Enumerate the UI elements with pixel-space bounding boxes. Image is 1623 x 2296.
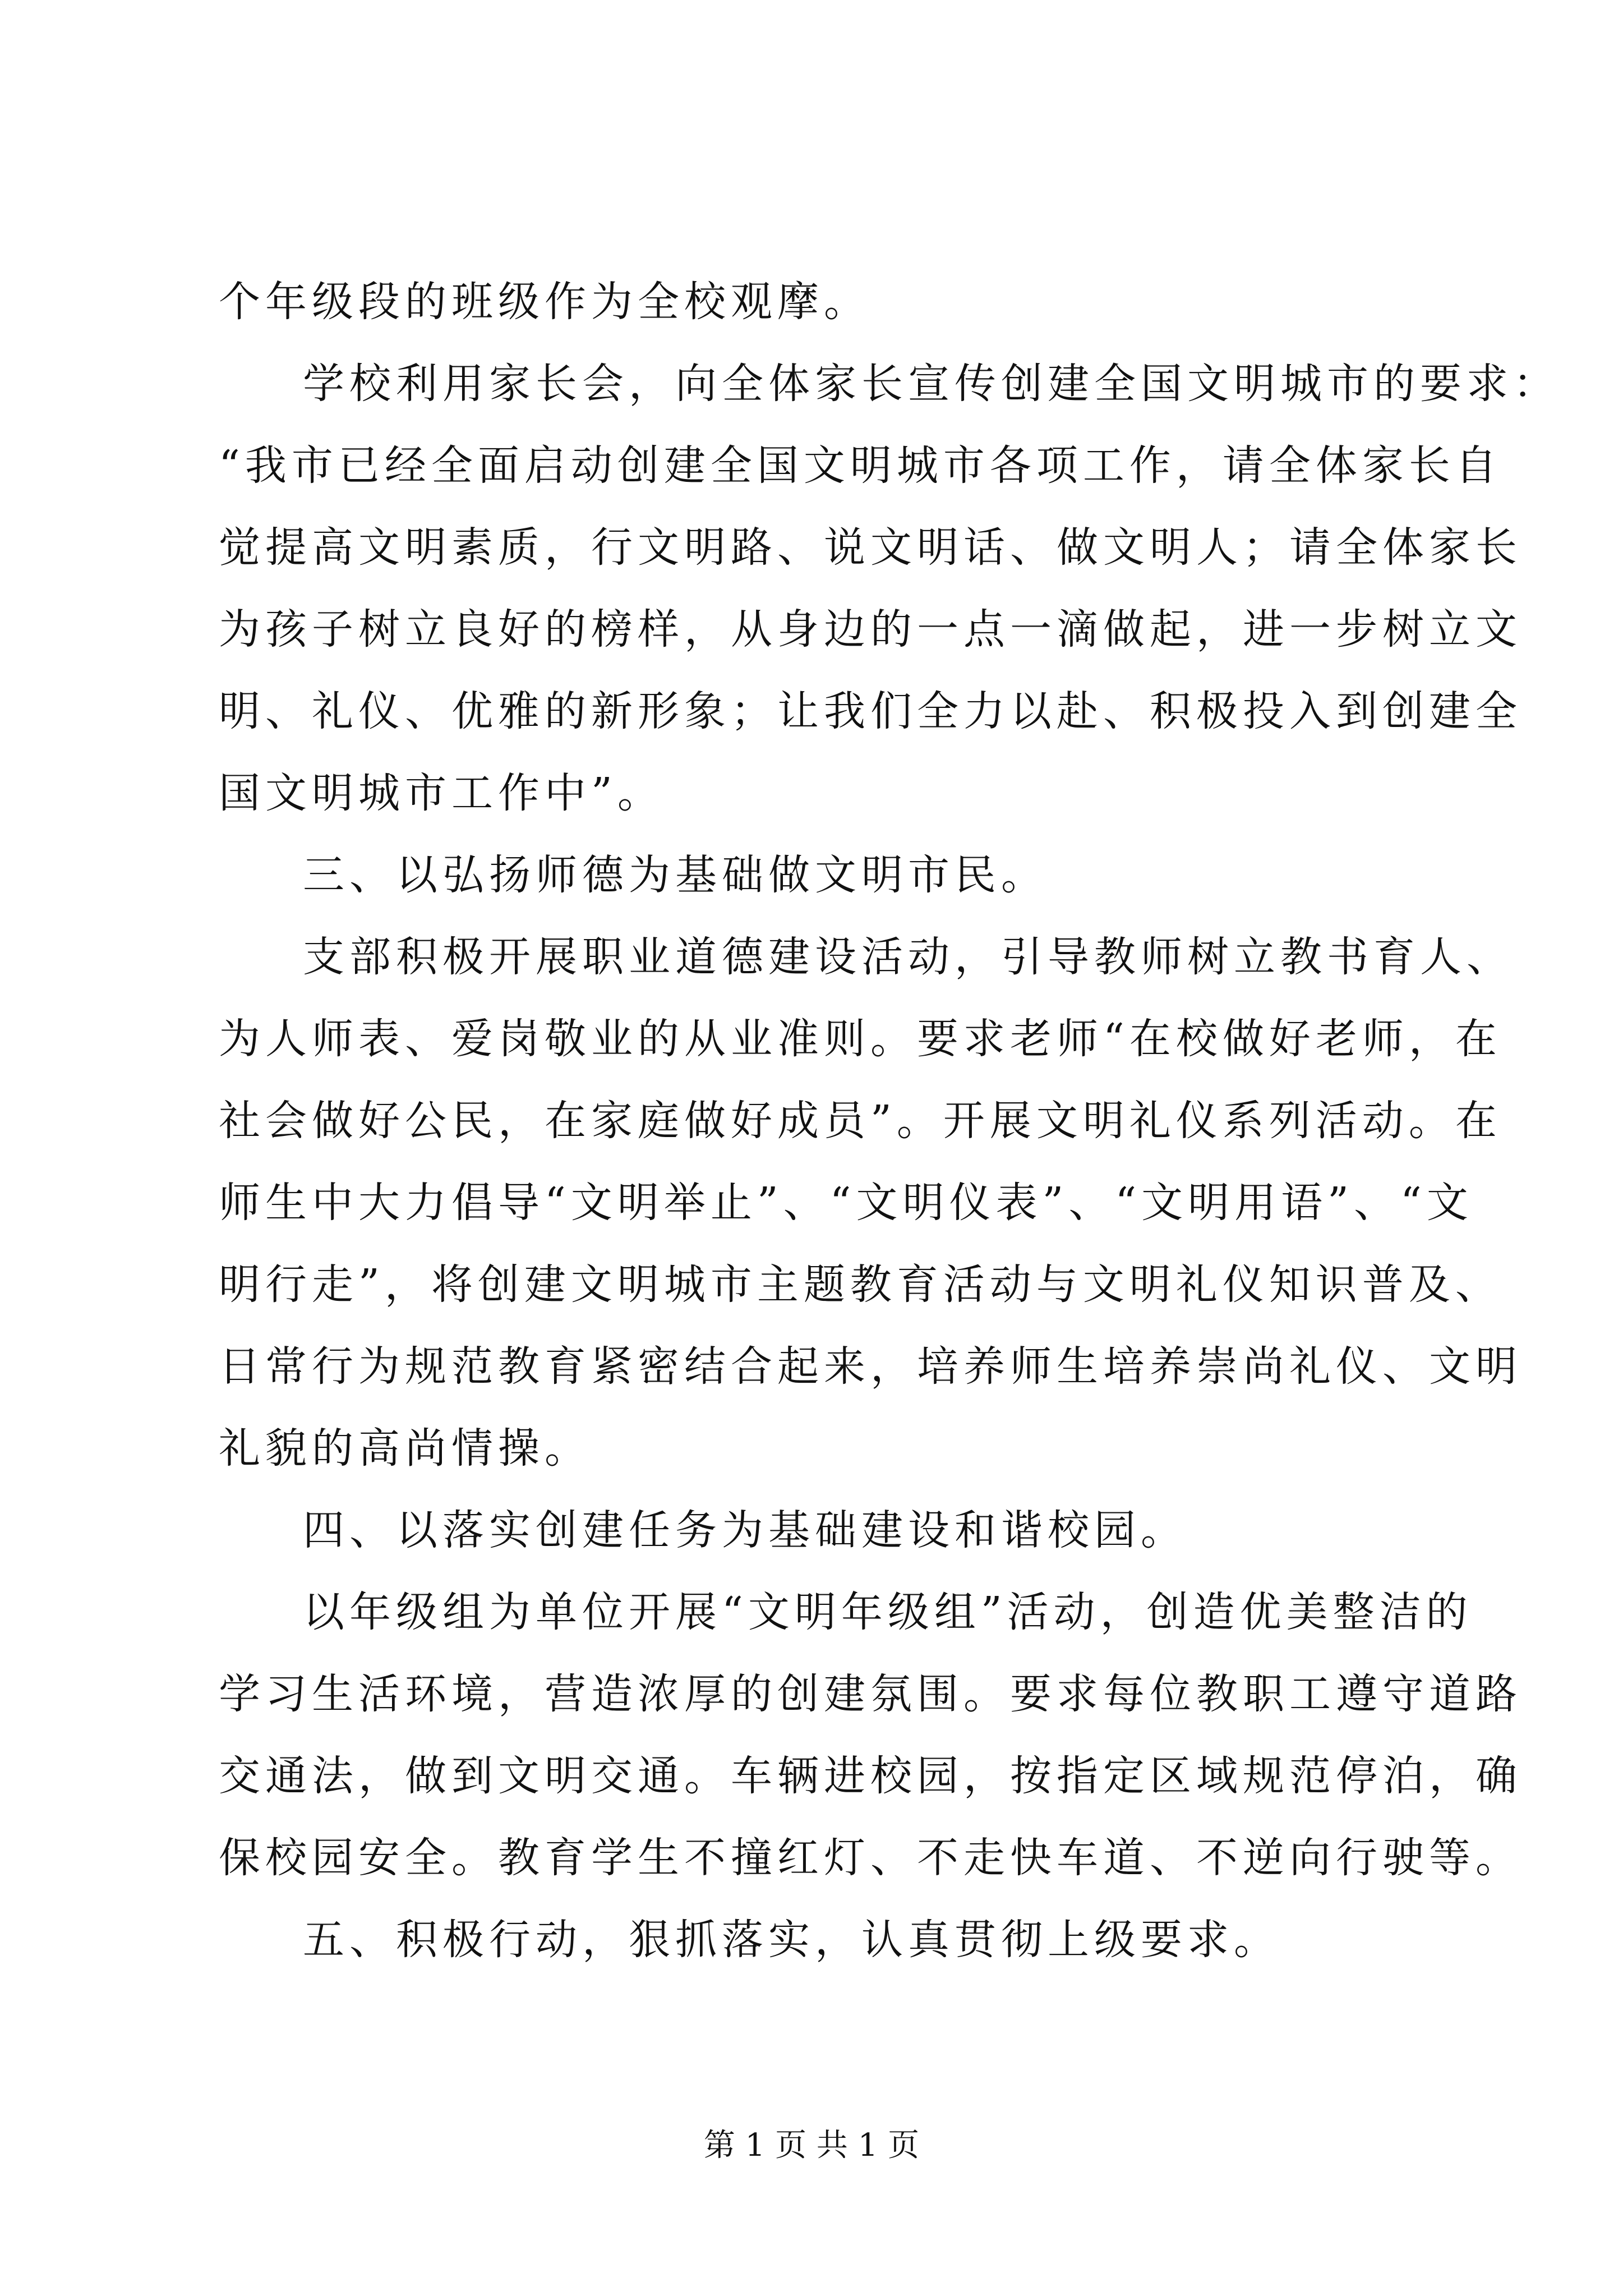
text-line: 为孩子树立良好的榜样，从身边的一点一滴做起，进一步树立文 (219, 605, 1522, 654)
text-line: 以年级组为单位开展“文明年级组”活动，创造优美整洁的 (303, 1588, 1473, 1636)
text-line: 学习生活环境，营造浓厚的创建氛围。要求每位教职工遵守道路 (219, 1670, 1522, 1718)
text-line: 国文明城市工作中”。 (219, 769, 664, 817)
text-line: 社会做好公民，在家庭做好成员”。开展文明礼仪系列活动。在 (219, 1097, 1502, 1145)
text-line: 交通法，做到文明交通。车辆进校园，按指定区域规范停泊，确 (219, 1752, 1522, 1800)
text-line: 支部积极开展职业道德建设活动，引导教师树立教书育人、 (303, 933, 1513, 981)
document-body (219, 261, 1560, 1981)
text-line: 日常行为规范教育紧密结合起来，培养师生培养崇尚礼仪、文明 (219, 1342, 1522, 1391)
text-line: 师生中大力倡导“文明举止”、“文明仪表”、“文明用语”、“文 (219, 1179, 1473, 1227)
page-number-footer: 第 1 页 共 1 页 (703, 2127, 920, 2164)
section-heading: 四、以落实创建任务为基础建设和谐校园。 (303, 1506, 1187, 1554)
text-line: 觉提高文明素质，行文明路、说文明话、做文明人；请全体家长 (219, 523, 1522, 572)
text-line: 明行走”，将创建文明城市主题教育活动与文明礼仪知识普及、 (219, 1260, 1502, 1309)
section-heading: 三、以弘扬师德为基础做文明市民。 (303, 851, 1048, 899)
text-line: “我市已经全面启动创建全国文明城市各项工作，请全体家长自 (219, 441, 1502, 490)
text-line: 个年级段的班级作为全校观摩。 (219, 278, 870, 326)
text-line: 明、礼仪、优雅的新形象；让我们全力以赴、积极投入到创建全 (219, 687, 1522, 735)
text-line: 礼貌的高尚情操。 (219, 1424, 591, 1473)
text-line: 学校利用家长会，向全体家长宣传创建全国文明城市的要求： (303, 360, 1560, 408)
text-line: 保校园安全。教育学生不撞红灯、不走快车道、不逆向行驶等。 (219, 1834, 1522, 1882)
section-heading: 五、积极行动，狠抓落实，认真贯彻上级要求。 (303, 1916, 1280, 1964)
text-line: 为人师表、爱岗敬业的从业准则。要求老师“在校做好老师，在 (219, 1015, 1502, 1063)
